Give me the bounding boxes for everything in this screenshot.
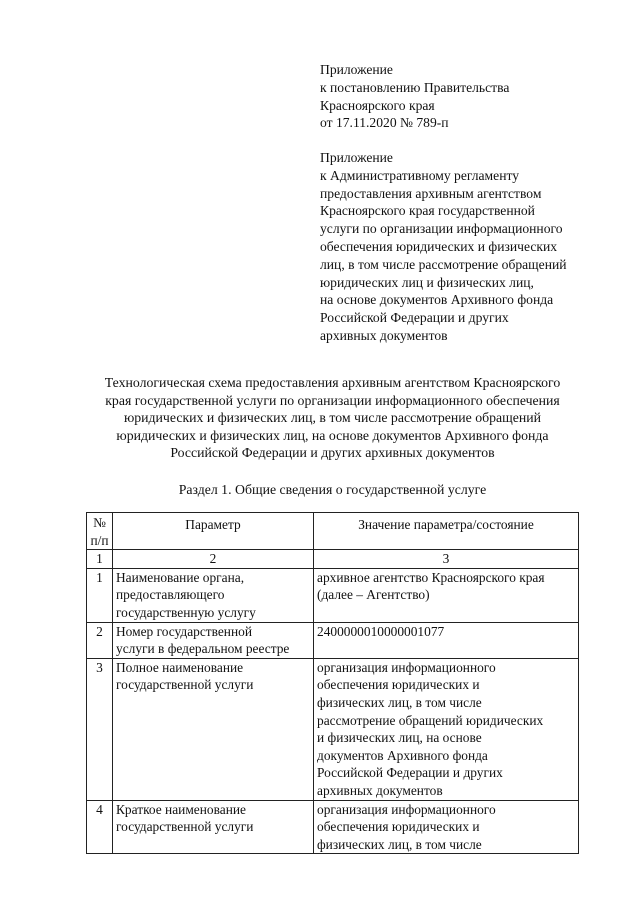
title-line: Технологическая схема предоставления архивным агентством Красноярского — [104, 375, 561, 390]
cell-line: архивных документов — [317, 782, 443, 798]
cell-line: и физических лиц, на основе — [317, 730, 482, 746]
section-title: Раздел 1. Общие сведения о государственной услуге — [178, 482, 487, 497]
appendix-line: Российской Федерации и других — [320, 310, 509, 326]
cell-line: организация информационного — [317, 659, 496, 675]
row-value — [314, 568, 579, 622]
cell-line: обеспечения юридических и — [317, 677, 480, 693]
index-cell: 2 — [113, 550, 314, 569]
header-number — [87, 513, 113, 550]
cell-line: рассмотрение обращений юридических — [317, 712, 544, 728]
appendix-line: Красноярского края — [320, 97, 435, 113]
cell-line: организация информационного — [317, 801, 496, 817]
document-title — [60, 374, 605, 462]
title-line: Российской Федерации и других архивных документов — [170, 445, 495, 461]
cell-line: обеспечения юридических и — [317, 819, 480, 835]
cell-line: Российской Федерации и других — [317, 765, 503, 781]
appendix-line: услуги по организации информационного — [320, 221, 563, 237]
header-value: Значение параметра/состояние — [314, 513, 579, 550]
cell-line: государственную услугу — [116, 604, 256, 620]
cell-line: государственной услуги — [116, 819, 254, 835]
cell-line: документов Архивного фонда — [317, 747, 488, 763]
table-index-row — [87, 550, 579, 569]
row-value — [314, 800, 579, 854]
table-row — [87, 658, 579, 800]
cell-line: государственной услуги — [116, 677, 254, 693]
cell-line: архивное агентство Красноярского края — [317, 569, 545, 585]
header-parameter: Параметр — [113, 513, 314, 550]
cell-line: (далее – Агентство) — [317, 587, 430, 603]
header-number-line: № — [93, 515, 106, 530]
cell-line: предоставляющего — [116, 587, 225, 603]
table-row — [87, 568, 579, 622]
appendix-line: на основе документов Архивного фонда — [320, 292, 554, 308]
appendix-government-resolution — [320, 61, 620, 132]
title-line: края государственной услуги по организации информационного обеспечения — [105, 392, 560, 408]
index-cell: 1 — [87, 550, 113, 569]
appendix-line: от 17.11.2020 № 789-п — [320, 115, 449, 131]
cell-line: физических лиц, в том числе — [317, 694, 482, 710]
row-value — [314, 658, 579, 800]
appendix-line: лиц, в том числе рассмотрение обращений — [320, 256, 567, 272]
table-header-row — [87, 513, 579, 550]
appendix-line: обеспечения юридических и физических — [320, 238, 558, 254]
header-number-line: п/п — [90, 532, 109, 548]
row-number: 2 — [87, 622, 113, 658]
row-number: 4 — [87, 800, 113, 854]
cell-line: Наименование органа, — [116, 569, 245, 585]
cell-line: Полное наименование — [116, 659, 244, 675]
appendix-line: Приложение — [320, 150, 393, 165]
cell-line: услуги в федеральном реестре — [116, 641, 290, 657]
appendix-line: архивных документов — [320, 327, 448, 343]
title-line: юридических и физических лиц, на основе документов Архивного фонда — [116, 427, 549, 443]
table-row — [87, 800, 579, 854]
appendix-line: к Административному регламенту — [320, 167, 520, 183]
title-line: юридических и физических лиц, в том числе рассмотрение обращений — [123, 410, 542, 426]
row-parameter — [113, 568, 314, 622]
cell-line: физических лиц, в том числе — [317, 836, 482, 852]
row-parameter — [113, 800, 314, 854]
row-number: 3 — [87, 658, 113, 800]
appendix-line: Красноярского края государственной — [320, 203, 535, 219]
general-info-table — [86, 512, 579, 854]
table-row — [87, 622, 579, 658]
row-value — [314, 622, 579, 658]
appendix-line: юридических лиц и физических лиц, — [320, 274, 534, 290]
cell-line: Номер государственной — [116, 623, 253, 639]
row-parameter — [113, 622, 314, 658]
appendix-line: к постановлению Правительства — [320, 79, 510, 95]
cell-line: Краткое наименование — [116, 801, 246, 817]
appendix-line: Приложение — [320, 62, 393, 77]
row-number: 1 — [87, 568, 113, 622]
index-cell: 3 — [314, 550, 579, 569]
appendix-line: предоставления архивным агентством — [320, 185, 542, 201]
row-parameter — [113, 658, 314, 800]
cell-line: 2400000010000001077 — [317, 623, 445, 639]
appendix-administrative-regulation — [320, 149, 620, 345]
